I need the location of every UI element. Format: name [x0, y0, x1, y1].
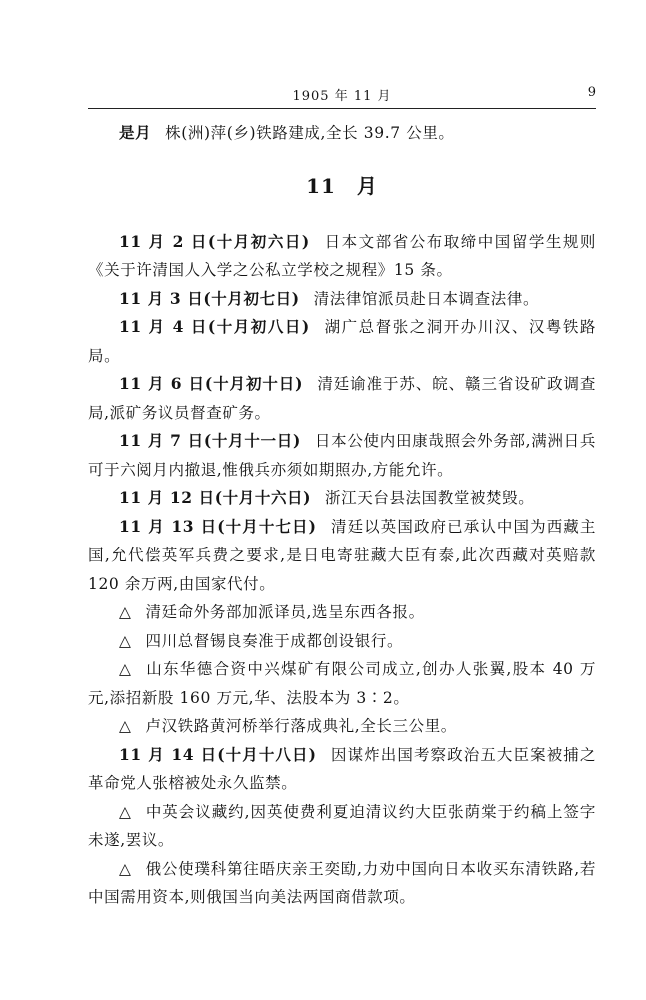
- entry-text: 株(洲)萍(乡)铁路建成,全长 39.7 公里。: [165, 124, 455, 142]
- entry: [88, 427, 596, 484]
- entry-date: 11 月 12 日(十月十六日): [119, 488, 312, 507]
- entry: [88, 285, 596, 314]
- month-heading: 11 月: [306, 173, 378, 198]
- entry-text: 清廷命外务部加派译员,选呈东西各报。: [145, 603, 425, 621]
- entry-text: 因谋炸出国考察政治五大臣案被捕之革命党人张榕被处永久监禁。: [88, 745, 596, 792]
- entry-date: 11 月 6 日(十月初十日): [119, 374, 304, 393]
- page-number: 9: [587, 85, 596, 100]
- triangle-marker: △: [119, 717, 132, 735]
- entry-text: 清廷谕准于苏、皖、赣三省设矿政调查局,派矿务议员督查矿务。: [88, 375, 596, 422]
- entry-text: 四川总督锡良奏准于成都创设银行。: [145, 631, 404, 650]
- triangle-marker: △: [119, 631, 132, 650]
- page-content: [88, 119, 596, 912]
- entry-text: 卢汉铁路黄河桥举行落成典礼,全长三公里。: [145, 717, 457, 735]
- entry-text: 中英会议藏约,因英使费利夏迫清议约大臣张荫棠于约稿上签字未遂,罢议。: [88, 802, 596, 849]
- triangle-marker: △: [119, 859, 132, 878]
- entry: [88, 313, 596, 370]
- entry-text: 浙江天台县法国教堂被焚毁。: [325, 489, 535, 507]
- entry-date: 11 月 7 日(十月十一日): [119, 431, 301, 450]
- entry-text: 俄公使璞科第往晤庆亲王奕劻,力劝中国向日本收买东清铁路,若中国需用资本,则俄国当向美法两国商借款项。: [88, 859, 596, 906]
- entry-month-summary: [88, 119, 596, 148]
- entry-text: 日本公使内田康哉照会外务部,满洲日兵可于六阅月内撤退,惟俄兵亦须如期照办,方能允许。: [88, 432, 596, 479]
- entry-triangle: [88, 627, 596, 656]
- entry-text: 山东华德合资中兴煤矿有限公司成立,创办人张翼,股本 40 万元,添招新股 160 万元,华、法股本为 3∶2。: [88, 660, 596, 707]
- running-header: [88, 84, 596, 109]
- entry: [88, 370, 596, 427]
- entry: [88, 741, 596, 798]
- entry-triangle: [88, 598, 596, 627]
- entry-date: 11 月 4 日(十月初八日): [119, 317, 310, 336]
- entry-triangle: [88, 712, 596, 741]
- entry-triangle: [88, 855, 596, 912]
- entry-date: 11 月 3 日(十月初七日): [119, 288, 300, 308]
- entry-date: 11 月 14 日(十月十八日): [119, 744, 317, 764]
- triangle-marker: △: [119, 603, 132, 621]
- entry-date: 11 月 2 日(十月初六日): [119, 231, 310, 251]
- entry-triangle: [88, 655, 596, 712]
- entry-text: 湖广总督张之洞开办川汉、汉粤铁路局。: [88, 318, 596, 365]
- entry-date: 11 月 13 日(十月十七日): [119, 516, 317, 536]
- entry-lead: 是月: [119, 123, 152, 142]
- entry-text: 日本文部省公布取缔中国留学生规则《关于许清国人入学之公私立学校之规程》15 条。: [88, 232, 596, 279]
- entry-text: 清廷以英国政府已承认中国为西藏主国,允代偿英军兵费之要求,是日电寄驻藏大臣有泰,此次西藏对英赔款 120 余万两,由国家代付。: [88, 517, 596, 593]
- triangle-marker: △: [119, 660, 133, 678]
- entry-triangle: [88, 798, 596, 855]
- entry: [88, 513, 596, 599]
- running-title: 1905 年 11 月: [292, 89, 392, 104]
- entry: [88, 484, 596, 513]
- triangle-marker: △: [119, 802, 132, 821]
- entry: [88, 228, 596, 285]
- entry-text: 清法律馆派员赴日本调查法律。: [313, 289, 540, 308]
